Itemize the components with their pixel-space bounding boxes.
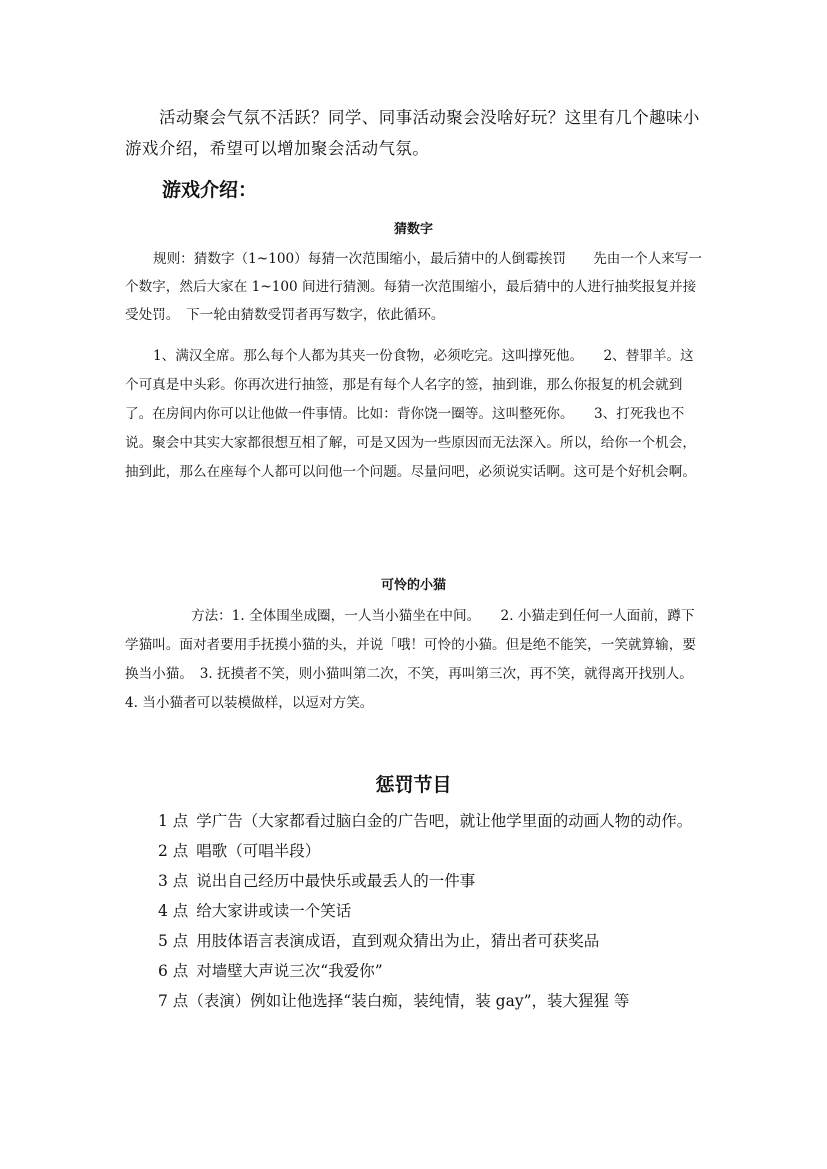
- penalty-text: 唱歌（可唱半段）: [196, 842, 321, 860]
- guess-number-rules: 规则：猜数字（1~100）每猜一次范围缩小，最后猜中的人倒霉挨罚 先由一个人来写一个数字，然后大家在 1~100 间进行猜测。每猜一次范围缩小，最后猜中的人进行抽奖报复并接受处罚。 下一轮由猜数受罚者再写数字，依此循环。: [125, 251, 702, 323]
- penalty-item: [125, 806, 705, 836]
- penalty-item: [125, 836, 705, 866]
- penalty-point: 7 点: [158, 992, 189, 1010]
- penalty-list: [125, 806, 705, 1016]
- penalty-item: [125, 986, 705, 1016]
- penalty-item: [125, 956, 705, 986]
- penalty-heading: 惩罚节目: [375, 774, 452, 796]
- penalty-point: 3 点: [158, 872, 189, 890]
- poor-cat-title: 可怜的小猫: [380, 578, 446, 593]
- guess-number-penalties: 1、满汉全席。那么每个人都为其夹一份食物，必须吃完。这叫撑死他。 2、替罪羊。这个可真是中头彩。你再次进行抽签，那是有每个人名字的签，抽到谁，那么你报复的机会就到了。在房间内你可以让他做一件事情。比如：背你饶一圈等。这叫整死你。 3、打死我也不说。聚会中其实大家都很想互相了解，可是又因为一些原因而无法深入。所以，给你一个机会，抽到此，那么在座每个人都可以问他一个问题。尽量问吧，必须说实话啊。这可是个好机会啊。: [125, 348, 696, 480]
- penalty-item: [125, 896, 705, 926]
- games-heading: 游戏介绍：: [162, 179, 258, 201]
- penalty-item: [125, 926, 705, 956]
- penalty-text: 说出自己经历中最快乐或最丢人的一件事: [196, 872, 476, 890]
- penalty-point: 4 点: [158, 902, 189, 920]
- penalty-item: [125, 866, 705, 896]
- penalty-point: 1 点: [158, 812, 189, 830]
- penalty-text: 用肢体语言表演成语，直到观众猜出为止，猜出者可获奖品: [196, 932, 600, 950]
- penalty-point: 5 点: [158, 932, 189, 950]
- intro-paragraph: 活动聚会气氛不活跃？同学、同事活动聚会没啥好玩？这里有几个趣味小游戏介绍，希望可以增加聚会活动气氛。: [125, 108, 700, 158]
- guess-number-title: 猜数字: [393, 222, 433, 237]
- penalty-text: （表演）例如让他选择“装白痴，装纯情，装 gay”，装大猩猩 等: [188, 992, 630, 1010]
- penalty-point: 2 点: [158, 842, 189, 860]
- penalty-text: 学广告（大家都看过脑白金的广告吧，就让他学里面的动画人物的动作。: [196, 812, 693, 830]
- penalty-point: 6 点: [158, 962, 189, 980]
- poor-cat-method: 方法：1. 全体围坐成圈，一人当小猫坐在中间。 2. 小猫走到任何一人面前，蹲下学猫叫。面对者要用手抚摸小猫的头，并说「哦！可怜的小猫。但是绝不能笑，一笑就算输，要换当小猫。 3. 抚摸者不笑，则小猫叫第二次，不笑，再叫第三次，再不笑，就得离开找别人。 4. 当小猫者可以装模做样，以逗对方笑。: [125, 608, 714, 711]
- penalty-text: 给大家讲或读一个笑话: [196, 902, 352, 920]
- penalty-text: 对墙壁大声说三次“我爱你”: [196, 962, 383, 980]
